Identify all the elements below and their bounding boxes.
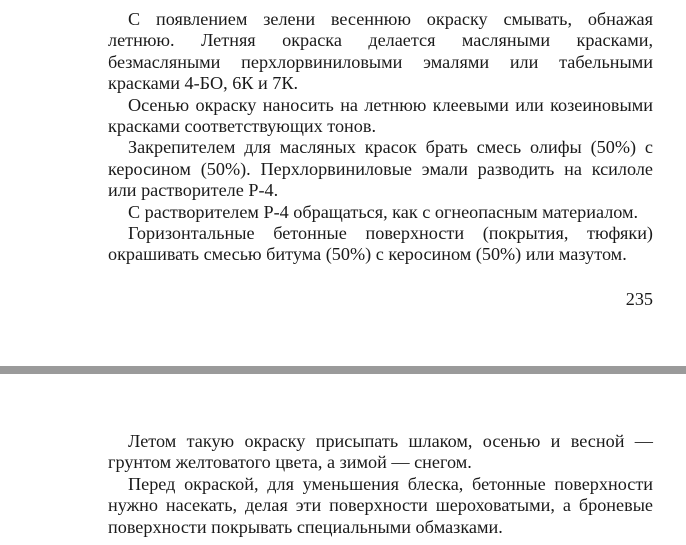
page-number: 235 [625, 289, 653, 309]
page-divider [0, 366, 686, 374]
paragraph: С появлением зелени весеннюю окраску смывать, обнажая летнюю. Летняя окраска делается масляными красками, безмасляными перхлорвиниловыми эмалями или табельными красками 4-БО, 6К и 7К. [108, 9, 653, 94]
top-page-text [108, 9, 653, 266]
paragraph: Перед окраской, для уменьшения блеска, бетонные поверхности нужно насекать, делая эти поверхности шероховатыми, а броневые поверхности покрывать специальными обмазками. [108, 473, 653, 537]
bottom-page-text [108, 431, 653, 538]
paragraph: С растворителем Р-4 обращаться, как с огнеопасным материалом. [128, 201, 639, 222]
paragraph: Закрепителем для масляных красок брать смесь олифы (50%) с керосином (50%). Перхлорвиниловые эмали разводить на ксилоле или растворителе Р-4. [108, 137, 653, 201]
paragraph: Осенью окраску наносить на летнюю клеевыми или козеиновыми красками соответствующих тонов. [108, 94, 653, 137]
paragraph: Летом такую окраску присыпать шлаком, осенью и весной — грунтом желтоватого цвета, а зимой — снегом. [108, 431, 653, 473]
paragraph: Горизонтальные бетонные поверхности (покрытия, тюфяки) окрашивать смесью битума (50%) с керосином (50%) или мазутом. [108, 223, 653, 265]
bottom-page [0, 374, 686, 545]
